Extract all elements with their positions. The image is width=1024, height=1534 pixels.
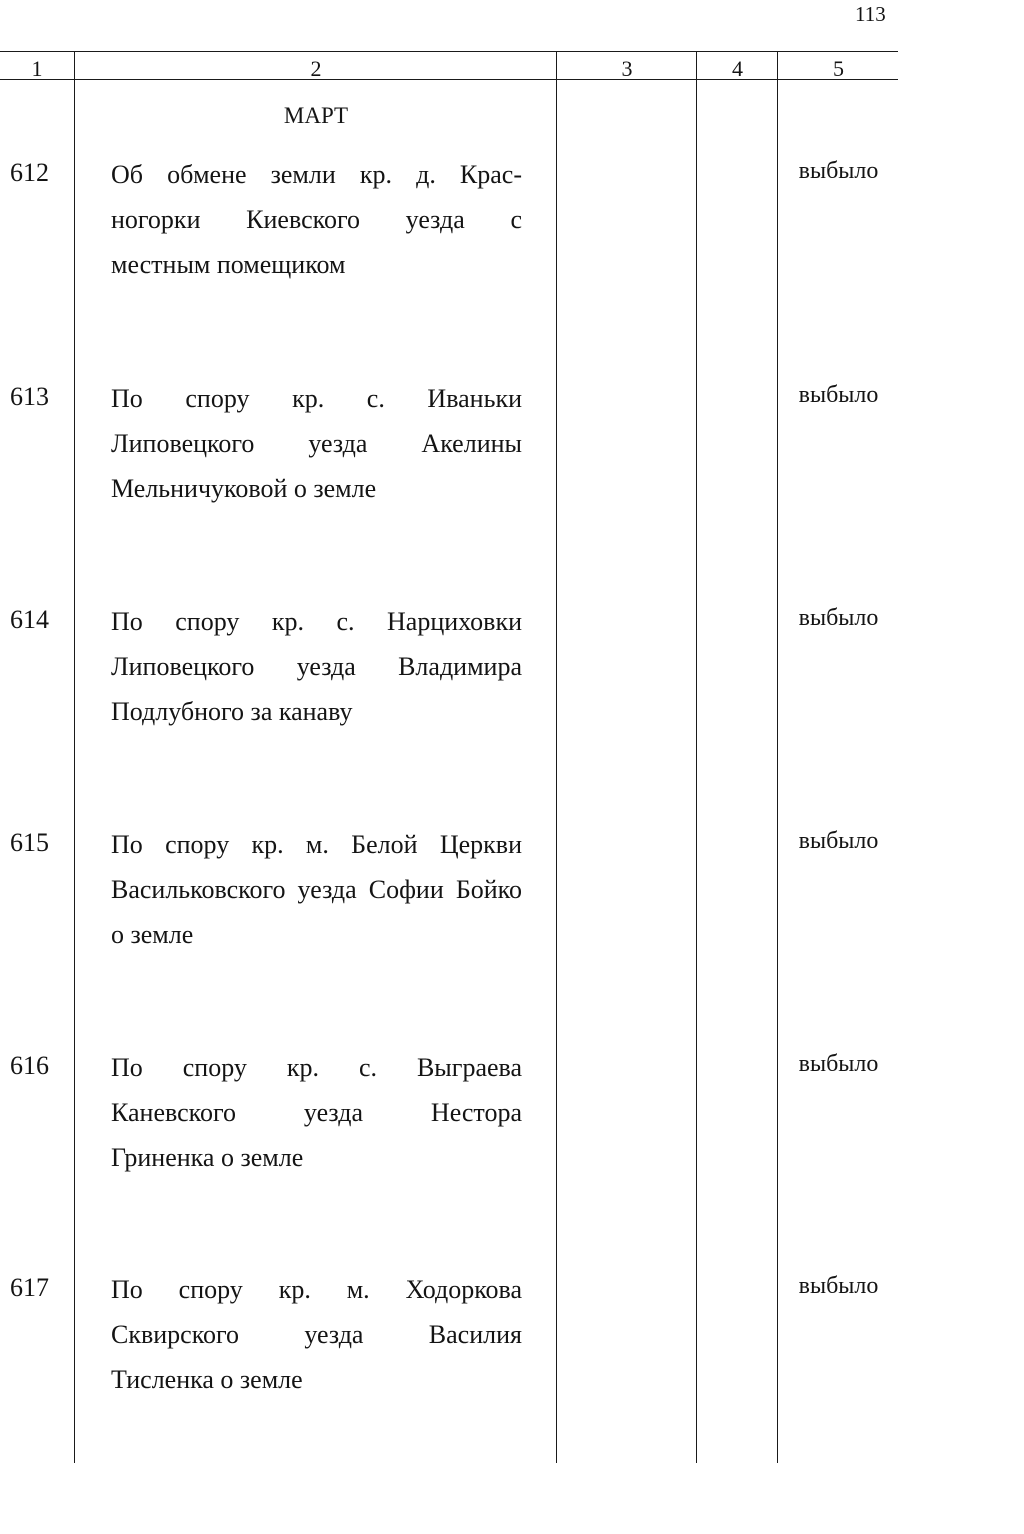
description-line: местным помещиком [111,250,346,279]
entry-number: 616 [10,1051,49,1080]
description-line: Каневского уезда Нестора [111,1098,522,1127]
entry-status: выбыло [798,605,879,631]
entry-status: выбыло [798,1051,879,1077]
entry-number: 615 [10,828,49,857]
column-header-3: 3 [621,56,633,81]
column-header-2: 2 [310,56,322,81]
description-line: По спору кр. м. Белой Церкви [111,830,522,859]
entry-description [111,376,522,511]
entry-number: 614 [10,605,49,634]
column-header-1: 1 [31,56,43,81]
column-header-4: 4 [732,56,743,81]
description-line: Мельничуковой о земле [111,474,377,503]
entry-status: выбыло [798,1273,879,1299]
description-line: Липовецкого уезда Акелины [111,429,522,458]
description-line: Об обмене земли кр. д. Крас- [111,160,522,189]
description-line: ногорки Киевского уезда с [111,205,522,234]
description-line: По спору кр. м. Ходоркова [111,1275,522,1304]
table-top-rule [0,51,898,52]
column-divider-1 [74,51,75,1463]
entry-status: выбыло [798,382,879,408]
description-line: о земле [111,920,194,949]
entry-number: 613 [10,382,49,411]
description-line: Липовецкого уезда Владимира [111,652,522,681]
description-line: По спору кр. с. Нарциховки [111,607,522,636]
description-line: Тисленка о земле [111,1365,303,1394]
page-number: 113 [855,2,886,26]
column-divider-2 [556,51,557,1463]
entry-status: выбыло [798,828,879,854]
month-heading: МАРТ [283,103,349,128]
entry-description [111,1045,522,1180]
column-divider-4 [777,51,778,1463]
description-line: Гриненка о земле [111,1143,304,1172]
entry-number: 612 [10,158,49,187]
entry-description [111,152,522,287]
entry-description [111,599,522,734]
description-line: По спору кр. с. Выграева [111,1053,522,1082]
entry-status: выбыло [798,158,879,184]
column-header-5: 5 [833,56,844,81]
description-line: Васильковского уезда Софии Бойко [111,875,522,904]
description-line: Подлубного за канаву [111,697,353,726]
description-line: По спору кр. с. Иваньки [111,384,522,413]
column-divider-3 [696,51,697,1463]
entry-description [111,822,522,957]
entry-number: 617 [10,1273,49,1302]
description-line: Сквирского уезда Василия [111,1320,522,1349]
entry-description [111,1267,522,1402]
